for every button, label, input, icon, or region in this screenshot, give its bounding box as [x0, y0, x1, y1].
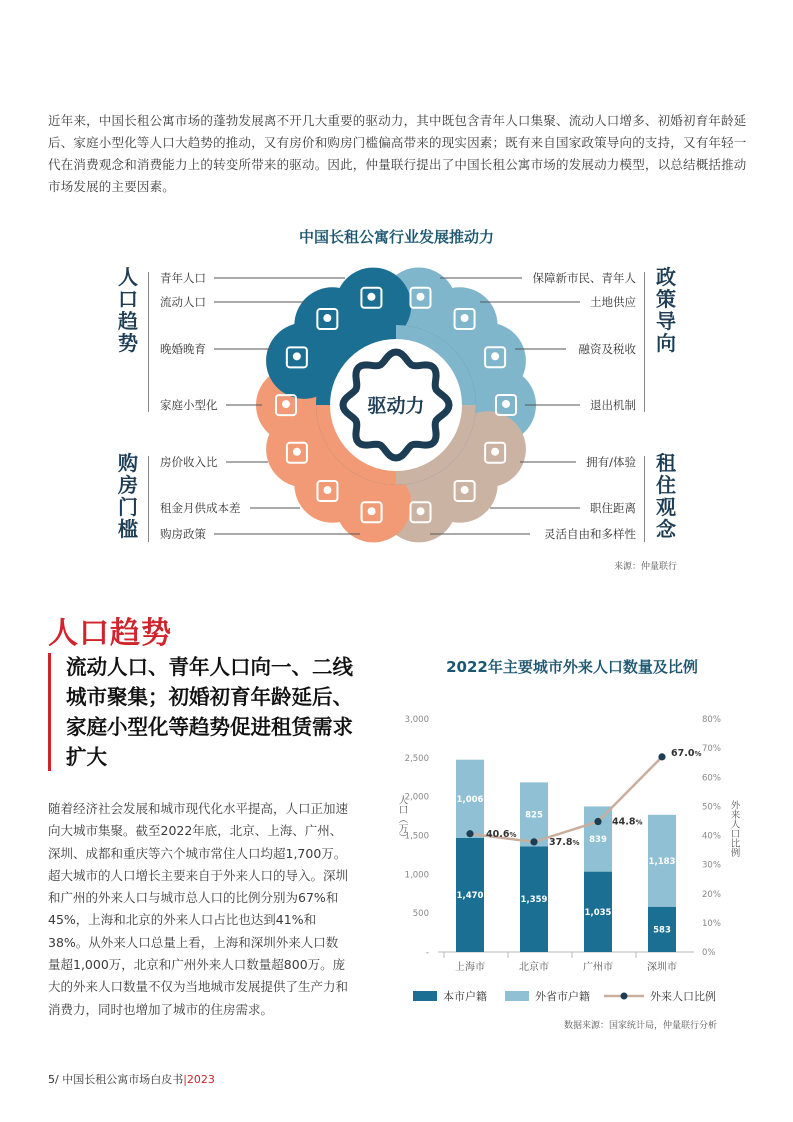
page-footer	[48, 1071, 215, 1087]
label-flexibility: 灵活自由和多样性	[544, 527, 636, 541]
label-purchase-policy: 购房政策	[160, 527, 206, 541]
ratio-label: 37.8%	[549, 836, 580, 848]
bar-other-label: 1,006	[456, 794, 484, 805]
bracket-right-top	[644, 272, 645, 412]
bar-local-label: 583	[653, 925, 671, 936]
petal-icon-dot	[491, 448, 499, 456]
petal-icon-dot	[368, 507, 376, 515]
label-late-marriage: 晚婚晚育	[160, 342, 206, 356]
legend-ratio-label: 外来人口比例	[650, 990, 716, 1003]
y-axis-title: 人口（万）	[396, 795, 408, 843]
y2-tick-label: 20%	[702, 889, 721, 900]
bar-other-label: 839	[589, 835, 607, 846]
legend-other-swatch	[505, 991, 529, 1001]
x-tick-label: 深圳市	[647, 962, 677, 973]
ratio-label-unit: %	[509, 830, 517, 839]
legend-ratio-swatch	[604, 991, 644, 1001]
footer-year: 2023	[186, 1073, 215, 1086]
petal-icon-dot	[461, 486, 469, 494]
ratio-label-unit: %	[635, 818, 643, 827]
legend-ratio	[604, 988, 716, 1004]
y2-tick-label: 40%	[702, 831, 721, 842]
x-tick-label: 上海市	[455, 962, 485, 973]
petal-icon-dot	[416, 293, 424, 301]
section-body: 随着经济社会发展和城市现代化水平提高，人口正加速向大城市集聚。截至2022年底，北京、上海、广州、深圳、成都和重庆等六个城市常住人口均超1,700万。超大城市的人口增长主要来自于外来人口的导入。深圳和广州的外来人口与城市总人口的比例分别为67%和45%，上海和北京的外来人口占比也达到41%和38%。从外来人口总量上看，上海和深圳外来人口数量超1,000万，北京和广州外来人口数量超800万。庞大的外来人口数量不仅为当地城市发展提供了生产力和消费力，同时也增加了城市的住房需求。	[48, 801, 349, 1017]
y-tick-label: 1,500	[404, 831, 429, 842]
label-price-income-ratio: 房价收入比	[160, 455, 218, 469]
category-population: 人口趋势	[118, 265, 138, 355]
section-subtitle: 流动人口、青年人口向一、二线城市聚集；初婚初育年龄延后、家庭小型化等趋势促进租赁需求扩大	[66, 655, 353, 769]
label-floating-population: 流动人口	[160, 295, 206, 309]
category-threshold: 购房门槛	[118, 451, 138, 541]
category-policy: 政策导向	[656, 265, 676, 355]
section-title: 人口趋势	[48, 616, 172, 651]
y2-tick-label: 60%	[702, 773, 721, 784]
y2-tick-label: 30%	[702, 860, 721, 871]
y2-tick-label: 70%	[702, 744, 721, 755]
petal-icon-dot	[417, 507, 425, 515]
petal-icon-dot	[293, 448, 301, 456]
y2-tick-label: 80%	[702, 715, 721, 725]
petal-icon-dot	[323, 486, 331, 494]
ratio-point	[466, 830, 473, 837]
subtitle-accent-bar	[48, 653, 51, 771]
petal-icon-dot	[282, 400, 290, 408]
y-tick-label: 2,500	[404, 753, 429, 764]
petal-icon-dot	[323, 314, 331, 322]
petal-icon-dot	[502, 400, 510, 408]
y2-axis-title: 外来人口比例	[728, 800, 740, 857]
y-tick-label: 3,000	[404, 715, 429, 725]
legend-other	[505, 988, 590, 1004]
bracket-left-top	[148, 272, 149, 412]
category-concept: 租住观念	[656, 451, 676, 541]
bar-other-label: 1,183	[648, 856, 676, 867]
legend-local-label: 本市户籍	[443, 990, 487, 1003]
bar-local-label: 1,470	[456, 890, 484, 901]
legend-local-swatch	[413, 991, 437, 1001]
label-rent-mortgage-gap: 租金月供成本差	[160, 501, 241, 515]
chart-title: 2022年主要城市外来人口数量及比例	[446, 658, 698, 676]
diagram-source: 来源：仲量联行	[613, 562, 677, 572]
intro-paragraph: 近年来，中国长租公寓市场的蓬勃发展离不开几大重要的驱动力，其中既包含青年人口集聚、流动人口增多、初婚初育年龄延后、家庭小型化等人口大趋势的推动，又有房价和购房门槛偏高带来的现实因素；既有来自国家政策导向的支持，又有年轻一代在消费观念和消费能力上的转变所带来的驱动。因此，仲量联行提出了中国长租公寓市场的发展动力模型，以总结概括推动市场发展的主要因素。	[48, 113, 747, 194]
bar-local-label: 1,359	[520, 895, 548, 906]
ratio-label: 44.8%	[612, 816, 643, 828]
y2-tick-label: 10%	[702, 918, 721, 929]
bracket-left-bottom	[148, 456, 149, 542]
bar-local-label: 1,035	[584, 907, 612, 918]
petal-icon-dot	[293, 352, 301, 360]
petal-icon-dot	[461, 314, 469, 322]
y-tick-label: 1,000	[404, 870, 429, 881]
label-land-supply: 土地供应	[590, 295, 636, 309]
chart-source: 数据来源：国家统计局，仲量联行分析	[563, 1021, 717, 1031]
y2-tick-label: 0%	[702, 948, 716, 958]
ratio-label-unit: %	[572, 838, 580, 847]
migrant-population-chart	[390, 700, 740, 1000]
legend-other-label: 外省市户籍	[535, 990, 590, 1003]
y2-tick-label: 50%	[702, 802, 721, 813]
center-label: 驱动力	[367, 395, 425, 417]
label-own-experience: 拥有/体验	[586, 455, 636, 469]
bracket-right-bottom	[644, 456, 645, 542]
ratio-label: 67.0%	[671, 747, 702, 759]
x-tick-label: 北京市	[519, 962, 549, 973]
label-exit-mechanism: 退出机制	[590, 398, 636, 412]
ratio-label-unit: %	[694, 749, 702, 758]
label-financing-tax: 融资及税收	[578, 342, 636, 356]
petal-icon-dot	[491, 352, 499, 360]
y-tick-label: -	[425, 948, 429, 958]
petal-icon-dot	[367, 293, 375, 301]
label-small-family: 家庭小型化	[160, 398, 218, 412]
ratio-label: 40.6%	[486, 828, 517, 840]
ratio-point	[594, 818, 601, 825]
label-new-citizens: 保障新市民、青年人	[532, 271, 636, 285]
label-commute-distance: 职住距离	[590, 501, 636, 515]
footer-text: 5/ 中国长租公寓市场白皮书	[48, 1073, 184, 1086]
label-youth-population: 青年人口	[160, 271, 206, 285]
x-tick-label: 广州市	[583, 962, 613, 973]
legend-local	[413, 988, 487, 1004]
ratio-point	[658, 753, 665, 760]
diagram-title: 中国长租公寓行业发展推动力	[298, 228, 494, 246]
bar-other-label: 825	[525, 810, 543, 821]
y-tick-label: 2,000	[404, 792, 429, 803]
footer-separator: |	[183, 1073, 187, 1086]
ratio-point	[530, 838, 537, 845]
y-tick-label: 500	[412, 909, 429, 920]
